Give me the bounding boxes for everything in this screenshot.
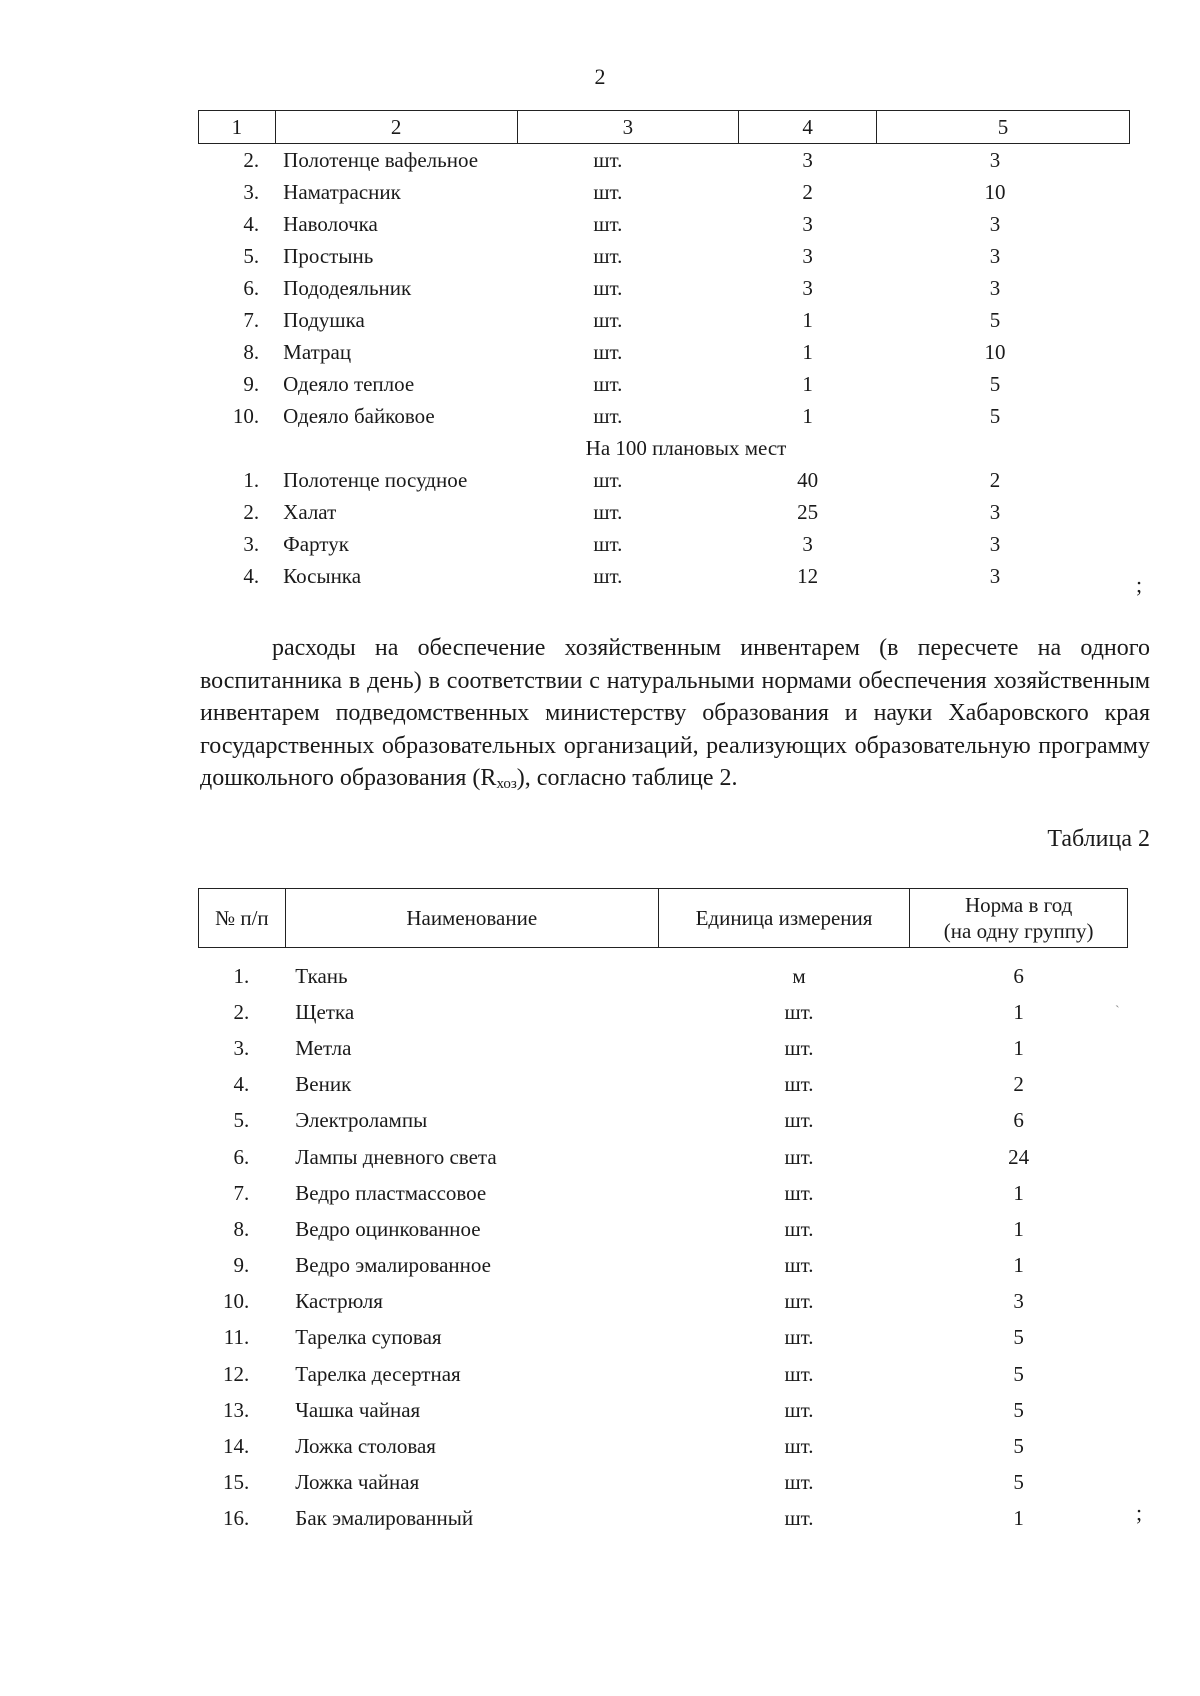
item-norm: 24 [1008,1144,1030,1169]
row-number: 4. [243,563,260,588]
item-name: Пододеяльник [283,275,412,300]
item-norm: 3 [989,211,1001,236]
header-number: № п/п [199,889,286,948]
item-quantity: 3 [802,243,813,268]
item-unit: шт. [593,371,623,396]
item-name: Ведро оцинкованное [295,1216,481,1241]
row-number: 1. [233,963,250,988]
item-quantity: 2 [802,179,813,204]
table-1-header-cell: 2 [275,111,517,144]
item-unit: шт. [784,1216,814,1241]
item-norm: 5 [989,371,1001,396]
table-row [199,1103,1128,1139]
table-row [199,144,1130,177]
section-row [199,432,1130,464]
table-row [199,1465,1128,1501]
item-name: Бак эмалированный [295,1506,474,1531]
item-norm: 10 [984,179,1006,204]
item-unit: шт. [593,147,623,172]
table-row [199,1175,1128,1211]
item-unit: шт. [593,179,623,204]
item-name: Наволочка [283,211,378,236]
item-quantity: 3 [802,275,813,300]
item-unit: шт. [784,999,814,1024]
item-name: Одеяло байковое [283,403,435,428]
item-norm: 5 [989,403,1001,428]
item-unit: шт. [593,339,623,364]
item-norm: 3 [989,499,1001,524]
header-norm-line2: (на одну группу) [943,919,1094,943]
table-row [199,336,1130,368]
item-name: Тарелка суповая [295,1325,442,1350]
item-norm: 1 [1013,999,1024,1024]
row-number: 6. [243,275,260,300]
table-row [199,240,1130,272]
item-norm: 3 [989,147,1001,172]
item-name: Тарелка десертная [295,1361,461,1386]
table-1-header-cell: 1 [199,111,276,144]
header-norm [910,889,1128,948]
item-unit: шт. [784,1397,814,1422]
item-unit: шт. [784,1325,814,1350]
item-norm: 3 [989,243,1001,268]
item-quantity: 40 [797,467,819,492]
item-unit: шт. [784,1180,814,1205]
item-unit: шт. [593,563,623,588]
item-norm: 2 [989,467,1001,492]
item-norm: 10 [984,339,1006,364]
table-row [199,1428,1128,1464]
row-number: 12. [223,1361,250,1386]
item-norm: 3 [989,275,1001,300]
row-number: 10. [232,403,260,428]
row-number: 13. [223,1397,250,1422]
table-2 [198,888,1128,1537]
item-norm: 5 [1013,1397,1024,1422]
item-norm: 5 [1013,1470,1024,1495]
body-paragraph [200,632,1150,801]
paragraph-text-end: ), согласно таблице 2. [516,765,738,791]
paragraph-text: расходы на обеспечение хозяйственным инвентарем (в пересчете на одного воспитанника в день) в соответствии с натуральными нормами обеспечения хозяйственным инвентарем подведомственных министерству образования и науки Хабаровского края государственных образовательных организаций, реализующих образовательную программу дошкольного образования (R [200,635,1150,791]
item-name: Кастрюля [295,1289,383,1314]
item-norm: 3 [1013,1289,1024,1314]
item-name: Ткань [295,963,348,988]
row-number: 2. [243,147,260,172]
item-unit: шт. [593,243,623,268]
row-number: 5. [233,1108,250,1133]
item-norm: 3 [989,531,1001,556]
table-row [199,958,1128,994]
item-unit: шт. [593,499,623,524]
item-name: Лампы дневного света [295,1144,497,1169]
item-name: Фартук [283,531,349,556]
item-name: Матрац [283,339,352,364]
table-2-end-mark: ; [1136,1500,1143,1525]
table-row [199,1320,1128,1356]
table-row [199,1248,1128,1284]
row-number: 15. [223,1470,250,1495]
item-name: Ведро эмалированное [295,1253,491,1278]
item-unit: шт. [784,1289,814,1314]
item-name: Ведро пластмассовое [295,1180,487,1205]
item-norm: 5 [1013,1325,1024,1350]
table-row [199,304,1130,336]
table-1-header-cell: 4 [739,111,877,144]
item-unit: шт. [784,1470,814,1495]
item-name: Щетка [295,999,355,1024]
table-row [199,1030,1128,1066]
item-unit: шт. [784,1144,814,1169]
table-row [199,1356,1128,1392]
item-name: Полотенце вафельное [283,147,479,172]
table-1 [198,110,1130,592]
item-name: Метла [295,1035,352,1060]
item-name: Чашка чайная [295,1397,421,1422]
item-unit: шт. [593,275,623,300]
row-number: 6. [233,1144,250,1169]
item-norm: 1 [1013,1180,1024,1205]
item-name: Халат [283,499,337,524]
row-number: 9. [243,371,260,396]
row-number: 4. [233,1072,250,1097]
table-row [199,1284,1128,1320]
item-name: Простынь [283,243,374,268]
table-row [199,464,1130,496]
row-number: 5. [243,243,260,268]
item-norm: 5 [1013,1361,1024,1386]
item-unit: шт. [593,403,623,428]
row-number: 10. [223,1289,250,1314]
item-quantity: 3 [802,531,813,556]
header-name: Наименование [285,889,658,948]
item-unit: шт. [593,531,623,556]
row-number: 11. [223,1325,250,1350]
item-name: Полотенце посудное [283,467,468,492]
item-norm: 1 [1013,1506,1024,1531]
item-unit: шт. [784,1072,814,1097]
row-number: 7. [243,307,260,332]
item-norm: 1 [1013,1216,1024,1241]
row-number: 8. [233,1216,250,1241]
row-number: 4. [243,211,260,236]
paragraph-subscript: хоз [496,776,517,792]
item-unit: шт. [784,1434,814,1459]
row-number: 3. [233,1035,250,1060]
item-quantity: 12 [797,563,819,588]
item-norm: 6 [1013,963,1024,988]
table-1-header-cell: 3 [517,111,739,144]
row-number: 9. [233,1253,250,1278]
table-row [199,560,1130,592]
item-quantity: 25 [797,499,819,524]
item-norm: 1 [1013,1035,1024,1060]
stray-mark: ` [1115,1004,1120,1019]
table-row [199,1211,1128,1247]
item-norm: 1 [1013,1253,1024,1278]
header-unit: Единица измерения [658,889,910,948]
item-name: Веник [295,1072,352,1097]
row-number: 3. [243,531,260,556]
item-name: Наматрасник [283,179,401,204]
item-name: Ложка столовая [295,1434,436,1459]
item-unit: шт. [593,211,623,236]
row-number: 2. [233,999,250,1024]
header-norm-line1: Норма в год [964,893,1073,917]
page-number: 2 [594,64,606,89]
item-name: Одеяло теплое [283,371,415,396]
table-2-header-row [199,889,1128,948]
row-number: 1. [243,467,260,492]
item-quantity: 3 [802,147,813,172]
row-number: 7. [233,1180,250,1205]
table-row [199,1392,1128,1428]
item-unit: шт. [593,467,623,492]
table-row [199,528,1130,560]
table-row [199,400,1130,432]
item-name: Ложка чайная [295,1470,420,1495]
table-1-header-row [199,111,1130,144]
item-quantity: 1 [802,307,813,332]
item-quantity: 1 [802,371,813,396]
item-quantity: 1 [802,403,813,428]
table-row [199,176,1130,208]
table-row [199,272,1130,304]
table-1-end-mark: ; [1136,572,1143,597]
row-number: 3. [243,179,260,204]
item-norm: 3 [989,563,1001,588]
item-norm: 5 [989,307,1001,332]
item-unit: шт. [784,1253,814,1278]
table-row [199,208,1130,240]
item-unit: шт. [784,1035,814,1060]
table-row [199,994,1128,1030]
table-row [199,368,1130,400]
row-number: 2. [243,499,260,524]
item-unit: шт. [784,1361,814,1386]
item-name: Подушка [283,307,365,332]
item-unit: шт. [593,307,623,332]
row-number: 16. [223,1506,250,1531]
table-row [199,1139,1128,1175]
item-name: Косынка [283,563,362,588]
table-row [199,1501,1128,1537]
table-2-caption: Таблица 2 [1047,826,1150,852]
table-row [199,496,1130,528]
table-row [199,1067,1128,1103]
item-unit: шт. [784,1506,814,1531]
item-norm: 2 [1013,1072,1024,1097]
row-number: 14. [223,1434,250,1459]
row-number: 8. [243,339,260,364]
item-unit: шт. [784,1108,814,1133]
item-norm: 6 [1013,1108,1024,1133]
section-title: На 100 плановых мест [585,435,787,460]
item-name: Электролампы [295,1108,428,1133]
item-norm: 5 [1013,1434,1024,1459]
item-unit: м [792,963,806,988]
item-quantity: 1 [802,339,813,364]
item-quantity: 3 [802,211,813,236]
table-1-header-cell: 5 [877,111,1130,144]
